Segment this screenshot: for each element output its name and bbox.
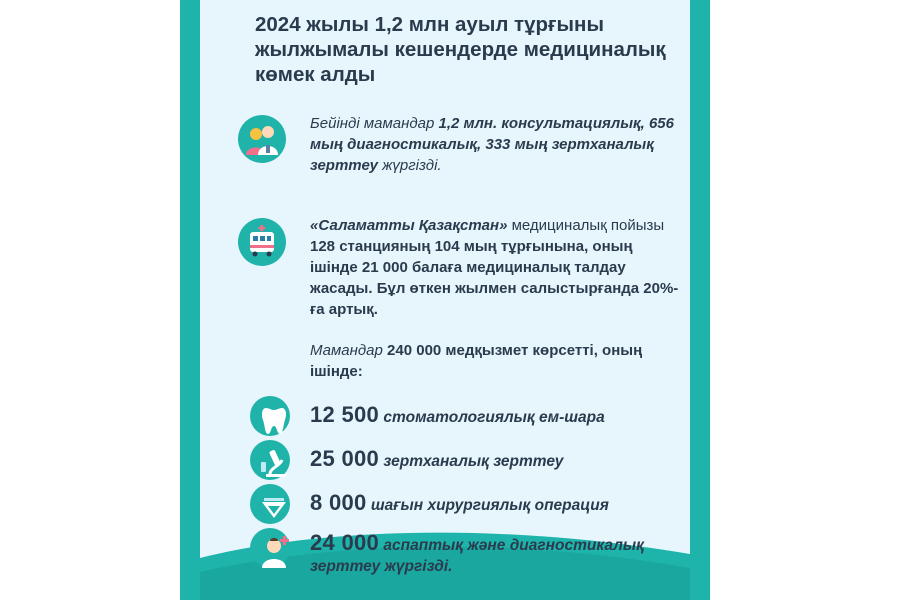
infographic-frame [180, 0, 710, 600]
stat-label: аспаптық және диагностикалық зерттеу жүргізді. [310, 537, 644, 575]
stat-number: 25 000 [310, 446, 380, 471]
doctor-icon [250, 528, 290, 568]
doctors-icon [238, 115, 286, 163]
medical-train-icon [238, 218, 286, 266]
stat-row-lab [310, 448, 690, 472]
health-train-text-highlight: 128 станцияның 104 мың тұрғынына, оның ішінде 21 000 балаға медициналық талдау жасады. Бұл өткен жылмен салыстырғанда 20%-ға артық. [310, 238, 679, 318]
consultations-text-end: жүргізді. [377, 157, 442, 174]
consultations-text-intro: Бейінді мамандар [310, 115, 439, 132]
tooth-icon [250, 396, 290, 436]
infographic-card [200, 0, 690, 600]
stat-number: 12 500 [310, 402, 380, 427]
health-train-text-intro: медициналық пойызы [507, 217, 665, 234]
stat-row-diagnostics [310, 532, 690, 577]
services-intro-text [310, 340, 682, 382]
stat-label: шағын хирургиялық операция [370, 497, 609, 514]
consultations-text [310, 113, 682, 176]
stat-row-dental [310, 404, 690, 428]
health-train-text [310, 215, 682, 320]
surgery-icon [250, 484, 290, 524]
stat-label: стоматологиялық ем-шара [383, 409, 605, 426]
health-train-name: «Саламатты Қазақстан» [310, 217, 508, 234]
services-intro-highlight: 240 000 медқызмет көрсетті, оның ішінде: [310, 342, 643, 380]
stat-number: 24 000 [310, 530, 380, 555]
stat-label: зертханалық зерттеу [383, 453, 564, 470]
page-title: 2024 жылы 1,2 млн ауыл тұрғыны жылжымалы кешендерде медициналық көмек алды [255, 13, 666, 86]
stat-row-surgery [310, 492, 690, 516]
microscope-icon [250, 440, 290, 480]
stat-number: 8 000 [310, 490, 367, 515]
consultations-text-highlight: 1,2 млн. консультациялық, 656 мың диагностикалық, 333 мың зертханалық зерттеу [310, 115, 674, 174]
services-intro-lead: Мамандар [310, 342, 388, 359]
